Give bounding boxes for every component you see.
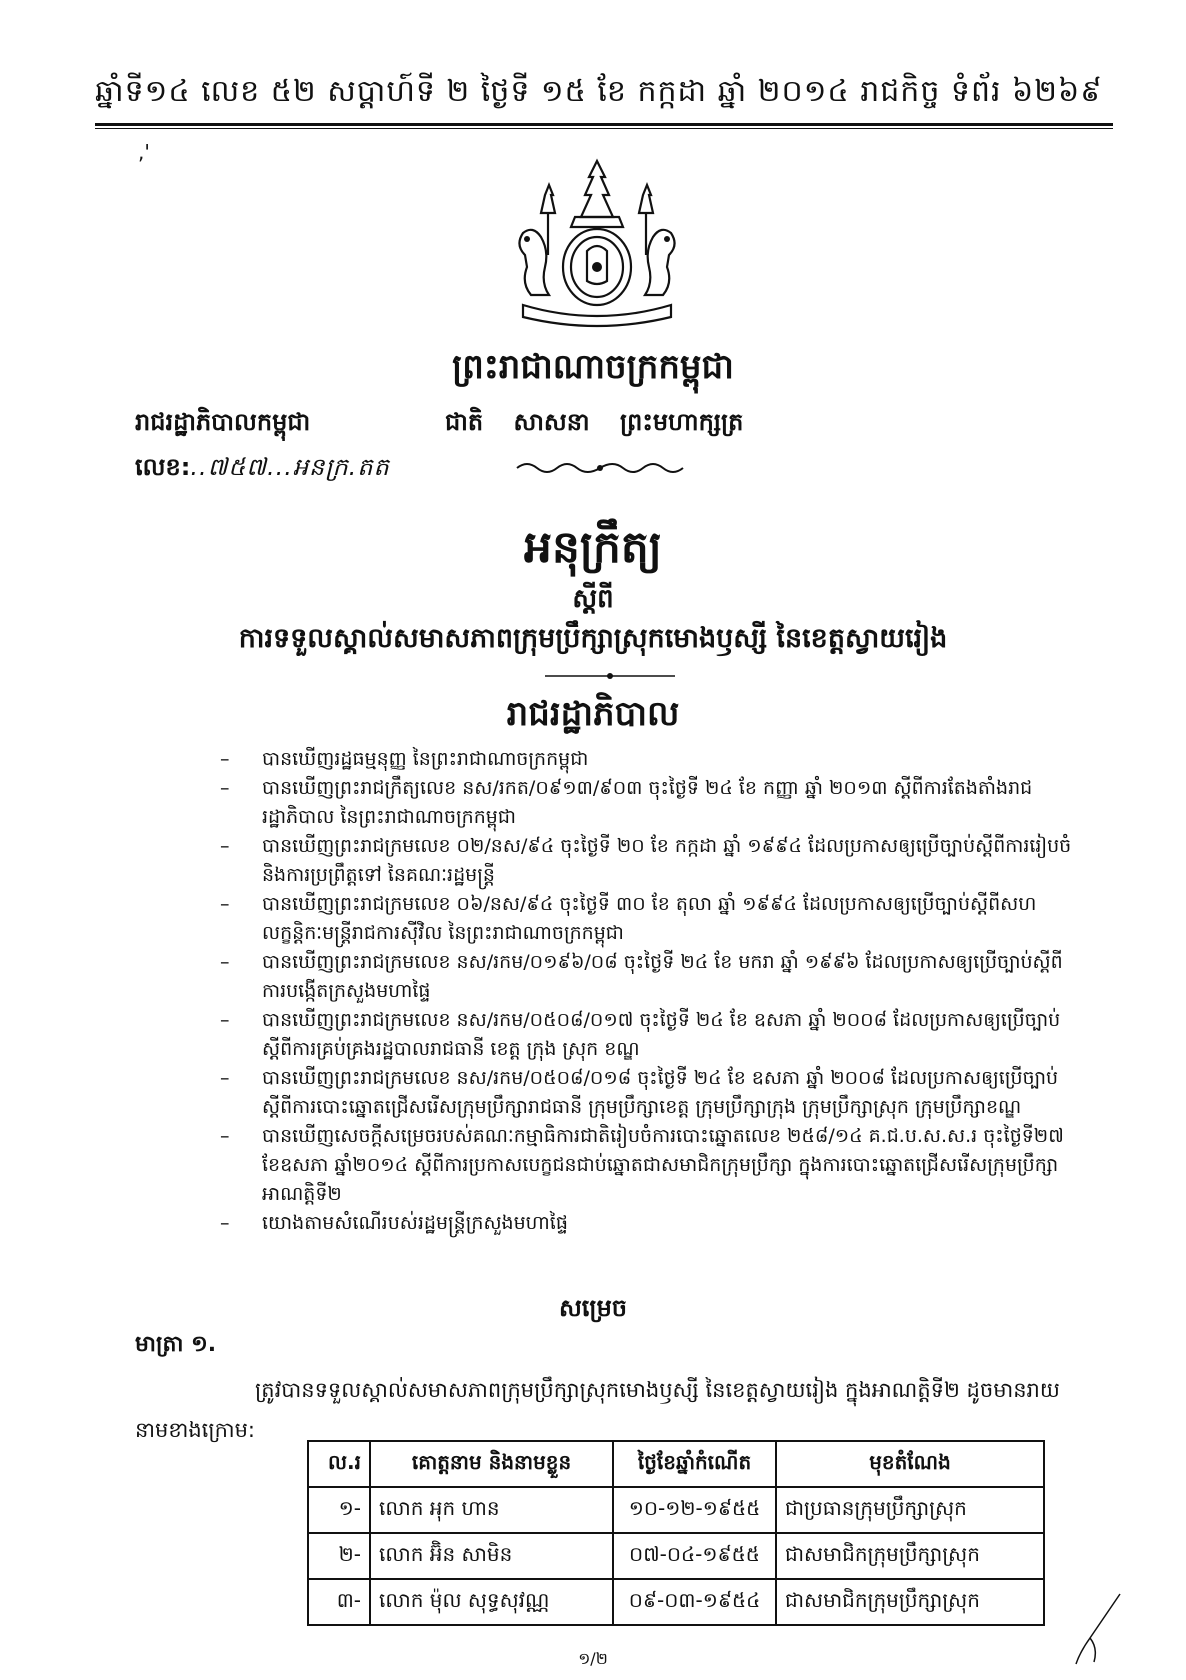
bullet-dash: – bbox=[220, 1125, 230, 1147]
consideration-text: បានឃើញព្រះរាជក្រឹត្យលេខ នស/រកត/០៩១៣/៩០៣ ចុះថ្ងៃទី ២៤ ខែ កញ្ញា ឆ្នាំ ២០១៣ ស្តីពីការតែងតាំងរាជរដ្ឋាភិបាល នៃព្រះរាជាណាចក្រកម្ពុជា bbox=[262, 777, 1033, 828]
bullet-dash: – bbox=[220, 835, 230, 857]
cell-position: ជាសមាជិកក្រុមប្រឹក្សាស្រុក bbox=[776, 1579, 1044, 1625]
consideration-text: បានឃើញព្រះរាជក្រមលេខ នស/រកម/០១៩៦/០៨ ចុះថ្ងៃទី ២៤ ខែ មករា ឆ្នាំ ១៩៩៦ ដែលប្រកាសឲ្យប្រើច្បាប់ស្តីពីការបង្កើតក្រសួងមហាផ្ទៃ bbox=[262, 951, 1063, 1002]
document-number bbox=[135, 452, 390, 487]
cell-position: ជាប្រធានក្រុមប្រឹក្សាស្រុក bbox=[776, 1487, 1044, 1533]
bullet-dash: – bbox=[220, 951, 230, 973]
royal-coat-of-arms-icon bbox=[505, 155, 690, 335]
consideration-item bbox=[220, 890, 1080, 948]
cell-birthdate: ០៩-០៣-១៩៥៤ bbox=[613, 1579, 776, 1625]
consideration-text: បានឃើញរដ្ឋធម្មនុញ្ញ នៃព្រះរាជាណាចក្រកម្ពុជា bbox=[262, 748, 589, 770]
table-row bbox=[308, 1579, 1044, 1625]
consideration-item bbox=[220, 832, 1080, 890]
consideration-text: បានឃើញព្រះរាជក្រមលេខ នស/រកម/០៥០៨/០១៨ ចុះថ្ងៃទី ២៤ ខែ ឧសភា ឆ្នាំ ២០០៨ ដែលប្រកាសឲ្យប្រើច្បាប់ស្តីពីការបោះឆ្នោតជ្រើសរើសក្រុមប្រឹក្សារាជធានី ក្រុមប្រឹក្សាខេត្ត ក្រុមប្រឹក្សាក្រុង ក្រុមប្រឹក្សាស្រុក ក្រុមប្រឹក្សាខណ្ឌ bbox=[262, 1067, 1059, 1118]
national-motto: ជាតិ សាសនា ព្រះមហាក្សត្រ bbox=[445, 408, 744, 436]
document-subject: ការទទួលស្គាល់សមាសភាពក្រុមប្រឹក្សាស្រុកមោងឫស្សី នៃខេត្តស្វាយរៀង bbox=[238, 623, 948, 654]
header-rule bbox=[95, 123, 1113, 129]
issuer-heading: រាជរដ្ឋាភិបាល bbox=[506, 694, 680, 734]
cell-birthdate: ០៧-០៤-១៩៥៥ bbox=[613, 1533, 776, 1579]
cell-name: លោក ម៉ុល សុទ្ធសុវណ្ណ bbox=[370, 1579, 613, 1625]
consideration-text: បានឃើញព្រះរាជក្រមលេខ ០៦/នស/៩៤ ចុះថ្ងៃទី ៣០ ខែ តុលា ឆ្នាំ ១៩៩៤ ដែលប្រកាសឲ្យប្រើច្បាប់ស្តីពីសហលក្ខន្តិកៈមន្ត្រីរាជការស៊ីវិល នៃព្រះរាជាណាចក្រកម្ពុជា bbox=[262, 893, 1037, 944]
header-number: ល.រ bbox=[308, 1441, 370, 1487]
cell-name: លោក អ៊ិន សាមិន bbox=[370, 1533, 613, 1579]
government-name: រាជរដ្ឋាភិបាលកម្ពុជា bbox=[135, 408, 311, 436]
cell-name: លោក អុក ហាន bbox=[370, 1487, 613, 1533]
article-text: ត្រូវបានទទួលស្គាល់សមាសភាពក្រុមប្រឹក្សាស្រុកមោងឫស្សី នៃខេត្តស្វាយរៀង ក្នុងអាណត្តិទី២ ដូចមានរាយនាមខាងក្រោម: bbox=[135, 1378, 1060, 1442]
consideration-item bbox=[220, 1122, 1080, 1209]
section-divider-icon bbox=[545, 672, 675, 680]
decision-heading: សម្រេច bbox=[558, 1294, 628, 1322]
bullet-dash: – bbox=[220, 1009, 230, 1031]
consideration-text: បានឃើញព្រះរាជក្រមលេខ នស/រកម/០៥០៨/០១៧ ចុះថ្ងៃទី ២៤ ខែ ឧសភា ឆ្នាំ ២០០៨ ដែលប្រកាសឲ្យប្រើច្បាប់ស្តីពីការគ្រប់គ្រងរដ្ឋបាលរាជធានី ខេត្ត ក្រុង ស្រុក ខណ្ឌ bbox=[262, 1009, 1061, 1060]
consideration-text: បានឃើញព្រះរាជក្រមលេខ ០២/នស/៩៤ ចុះថ្ងៃទី ២០ ខែ កក្កដា ឆ្នាំ ១៩៩៤ ដែលប្រកាសឲ្យប្រើច្បាប់ស្តីពីការរៀបចំ និងការប្រព្រឹត្តទៅ នៃគណៈរដ្ឋមន្ត្រី bbox=[262, 835, 1072, 886]
consideration-item bbox=[220, 1006, 1080, 1064]
cell-birthdate: ១០-១២-១៩៥៥ bbox=[613, 1487, 776, 1533]
consideration-item bbox=[220, 1209, 1080, 1238]
table-row bbox=[308, 1533, 1044, 1579]
number-label: លេខ: bbox=[135, 453, 191, 481]
bullet-dash: – bbox=[220, 1212, 230, 1234]
bullet-dash: – bbox=[220, 748, 230, 770]
header-position: មុខតំណែង bbox=[776, 1441, 1044, 1487]
cell-number: ១- bbox=[308, 1487, 370, 1533]
consideration-item bbox=[220, 1064, 1080, 1122]
consideration-item bbox=[220, 745, 1080, 774]
consideration-text: យោងតាមសំណើរបស់រដ្ឋមន្ត្រីក្រសួងមហាផ្ទៃ bbox=[262, 1212, 568, 1234]
consideration-item bbox=[220, 948, 1080, 1006]
article-label: មាត្រា ១. bbox=[135, 1332, 217, 1357]
considerations-list bbox=[220, 745, 1080, 1238]
consideration-text: បានឃើញសេចក្តីសម្រេចរបស់គណៈកម្មាធិការជាតិរៀបចំការបោះឆ្នោតលេខ ២៥៨/១៤ គ.ជ.ប.ស.ស.រ ចុះថ្ងៃទី២៧ ខែឧសភា ឆ្នាំ២០១៤ ស្តីពីការប្រកាសបេក្ខជនជាប់ឆ្នោតជាសមាជិកក្រុមប្រឹក្សា ក្នុងការបោះឆ្នោតជ្រើសរើសក្រុមប្រឹក្សា អាណត្តិទី២ bbox=[262, 1125, 1064, 1205]
ornament-flourish-icon bbox=[515, 458, 685, 478]
cell-number: ២- bbox=[308, 1533, 370, 1579]
kingdom-name: ព្រះរាជាណាចក្រកម្ពុជា bbox=[452, 347, 734, 387]
cell-position: ជាសមាជិកក្រុមប្រឹក្សាស្រុក bbox=[776, 1533, 1044, 1579]
page-number: ១/២ bbox=[578, 1649, 608, 1668]
document-title: អនុក្រឹត្យ bbox=[524, 522, 662, 573]
table-row bbox=[308, 1487, 1044, 1533]
cell-number: ៣- bbox=[308, 1579, 370, 1625]
gazette-header: ឆ្នាំទី១៤ លេខ ៥២ សប្តាហ៍ទី ២ ថ្ងៃទី ១៥ ខែ កក្កដា ឆ្នាំ ២០១៤ រាជកិច្ច ទំព័រ ៦២៦៩ bbox=[95, 74, 1103, 109]
bullet-dash: – bbox=[220, 1067, 230, 1089]
number-value: ..៧៥៧...អនក្រ.តត bbox=[190, 453, 390, 481]
table-header-row bbox=[308, 1441, 1044, 1487]
consideration-item bbox=[220, 774, 1080, 832]
margin-mark: ,' bbox=[138, 140, 150, 164]
about-label: ស្តីពី bbox=[572, 584, 614, 614]
header-name: គោត្តនាម និងនាមខ្លួន bbox=[370, 1441, 613, 1487]
bullet-dash: – bbox=[220, 777, 230, 799]
bullet-dash: – bbox=[220, 893, 230, 915]
members-table bbox=[307, 1440, 1045, 1626]
header-birthdate: ថ្ងៃខែឆ្នាំកំណើត bbox=[613, 1441, 776, 1487]
